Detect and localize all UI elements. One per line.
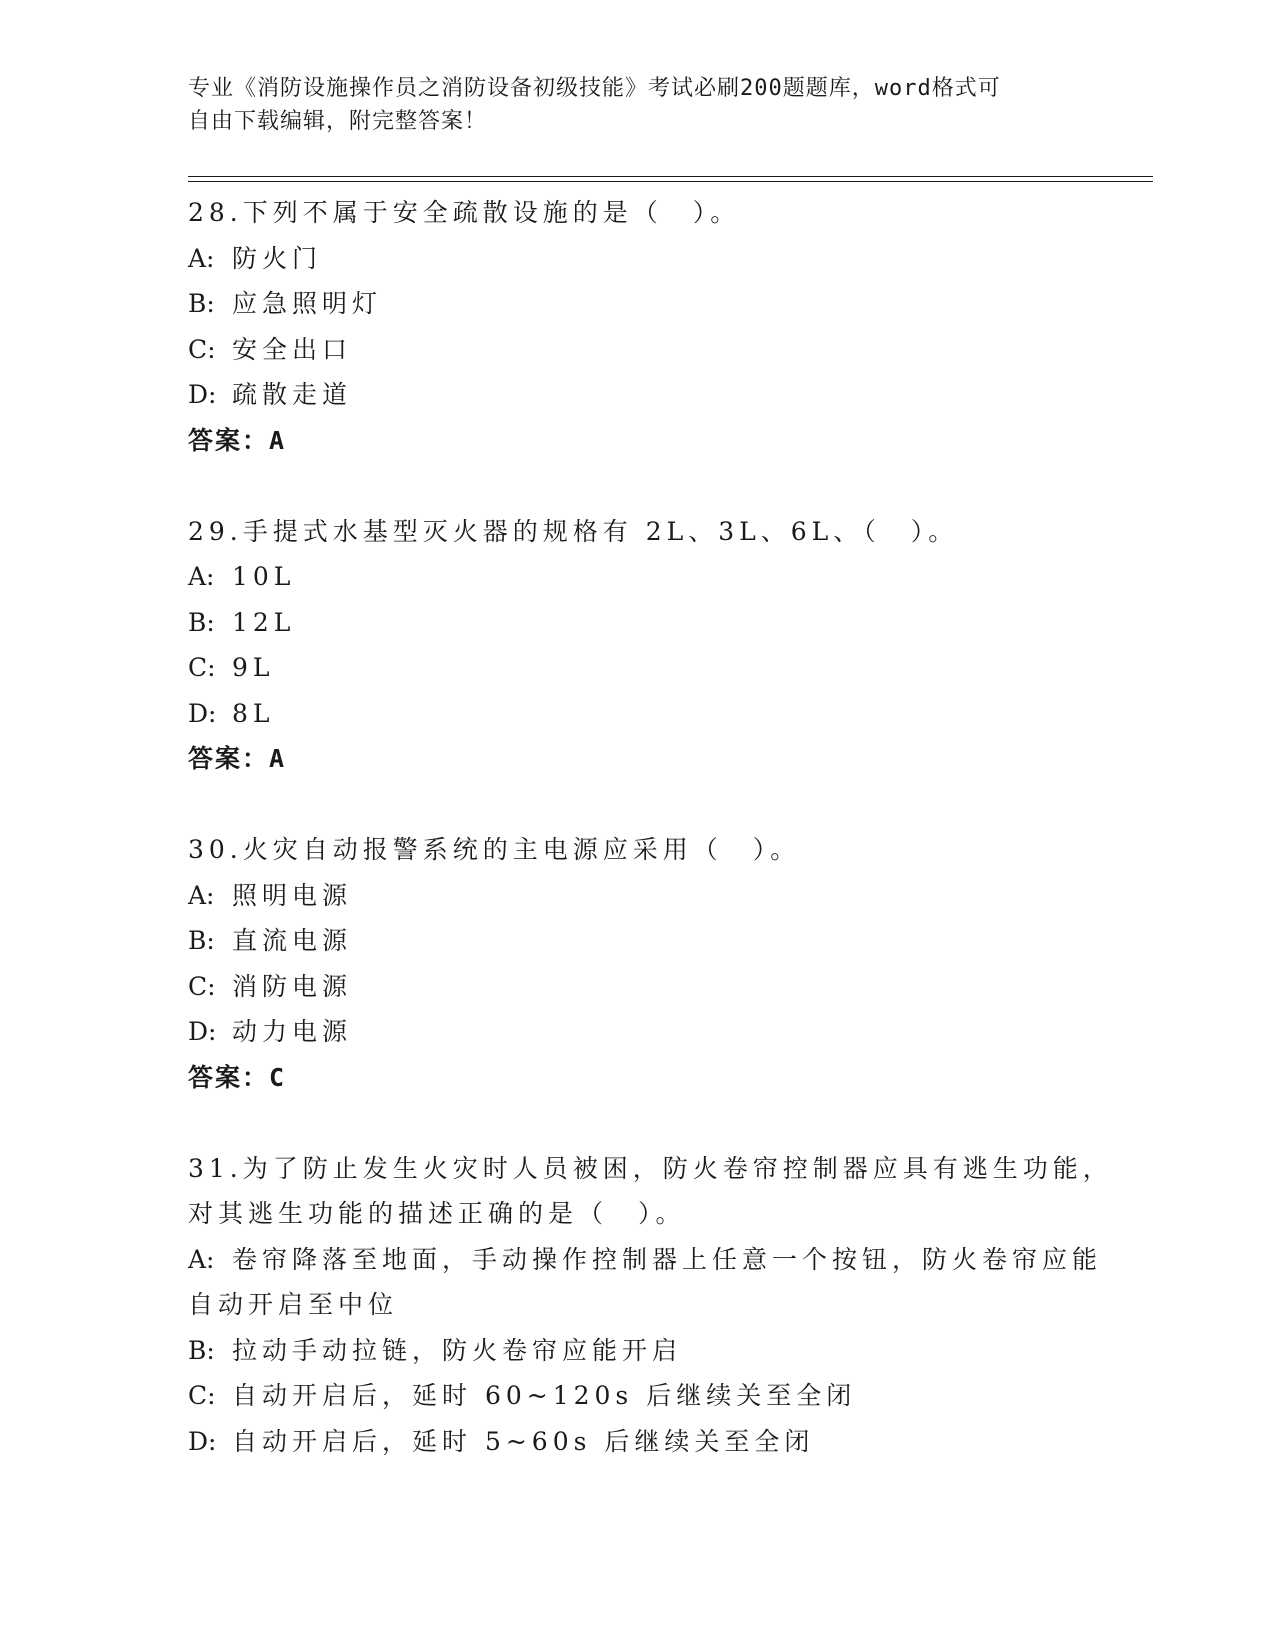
answer-line: 答案：C — [188, 1062, 287, 1092]
option-4 — [188, 372, 1088, 418]
option-3 — [188, 964, 1088, 1010]
option-text: 自动开启后，延时 5~60s 后继续关至全闭 — [232, 1426, 815, 1456]
question-stem: 30.火灾自动报警系统的主电源应采用（ ）。 — [188, 835, 801, 864]
question-stem: 29.手提式水基型灭火器的规格有 2L、3L、6L、（ ）。 — [188, 516, 959, 546]
option-3 — [188, 645, 1088, 691]
option-letter: B: — [188, 926, 215, 955]
question-item — [188, 190, 1088, 463]
option-text: 消防电源 — [232, 971, 353, 1001]
option-4 — [188, 1009, 1088, 1055]
option-text: 动力电源 — [232, 1017, 353, 1046]
header-divider-top — [188, 176, 1153, 177]
question-item — [188, 509, 1088, 782]
question-stem: 28.下列不属于安全疏散设施的是（ ）。 — [188, 198, 741, 227]
option-text: 安全出口 — [232, 334, 353, 364]
option-letter: D: — [188, 380, 217, 409]
answer-line: 答案：A — [188, 744, 287, 773]
question-stem: 对其逃生功能的描述正确的是（ ）。 — [188, 1199, 686, 1228]
option-2 — [188, 600, 1088, 646]
option-text: 9L — [232, 653, 275, 682]
option-text: 12L — [232, 607, 296, 637]
option-4 — [188, 1419, 1088, 1465]
option-text: 拉动手动拉链，防火卷帘应能开启 — [232, 1335, 683, 1365]
question-spacer — [188, 1100, 1088, 1146]
option-letter: A: — [188, 243, 215, 273]
option-1 — [188, 1282, 1088, 1328]
question-item — [188, 1146, 1113, 1465]
answer-line: 答案：A — [188, 425, 287, 455]
question-list — [188, 190, 1113, 1464]
option-1 — [188, 1237, 1103, 1283]
option-2 — [188, 918, 1088, 964]
question-item — [188, 827, 1088, 1100]
option-text: 自动开启后，延时 60~120s 后继续关至全闭 — [232, 1381, 857, 1410]
option-letter: D: — [188, 1017, 217, 1046]
option-text: 10L — [232, 562, 296, 591]
document-header — [188, 72, 1068, 138]
option-letter: C: — [188, 334, 216, 364]
option-3 — [188, 1373, 1088, 1419]
option-letter: C: — [188, 1381, 216, 1410]
option-text: 应急照明灯 — [232, 289, 383, 318]
question-spacer — [188, 782, 1088, 828]
option-1 — [188, 873, 1088, 919]
option-letter: D: — [188, 1426, 217, 1456]
option-text: 照明电源 — [232, 880, 353, 910]
option-letter: A: — [188, 1244, 215, 1274]
option-text: 8L — [232, 698, 275, 728]
header-divider-bottom — [188, 181, 1153, 182]
question-spacer — [188, 463, 1088, 509]
option-letter: D: — [188, 698, 217, 728]
option-letter: C: — [188, 653, 216, 682]
option-letter: A: — [188, 880, 215, 910]
option-text: 卷帘降落至地面，手动操作控制器上任意一个按钮，防火卷帘应能 — [232, 1244, 1103, 1274]
option-2 — [188, 281, 1088, 327]
option-letter: B: — [188, 607, 215, 637]
option-4 — [188, 691, 1088, 737]
option-letter: C: — [188, 971, 216, 1001]
header-line-1: 专业《消防设施操作员之消防设备初级技能》考试必刷200题题库，word格式可 — [188, 76, 1001, 101]
option-2 — [188, 1328, 1088, 1374]
option-text: 防火门 — [232, 243, 323, 273]
option-letter: A: — [188, 562, 215, 591]
option-3 — [188, 327, 1088, 373]
option-letter: B: — [188, 1335, 215, 1365]
question-stem: 31.为了防止发生火灾时人员被困，防火卷帘控制器应具有逃生功能， — [188, 1153, 1113, 1183]
option-text: 自动开启至中位 — [188, 1290, 399, 1319]
option-1 — [188, 554, 1088, 600]
option-letter: B: — [188, 289, 215, 318]
header-line-2: 自由下载编辑，附完整答案！ — [188, 109, 488, 134]
option-text: 直流电源 — [232, 926, 353, 955]
option-text: 疏散走道 — [232, 380, 353, 409]
option-1 — [188, 236, 1088, 282]
